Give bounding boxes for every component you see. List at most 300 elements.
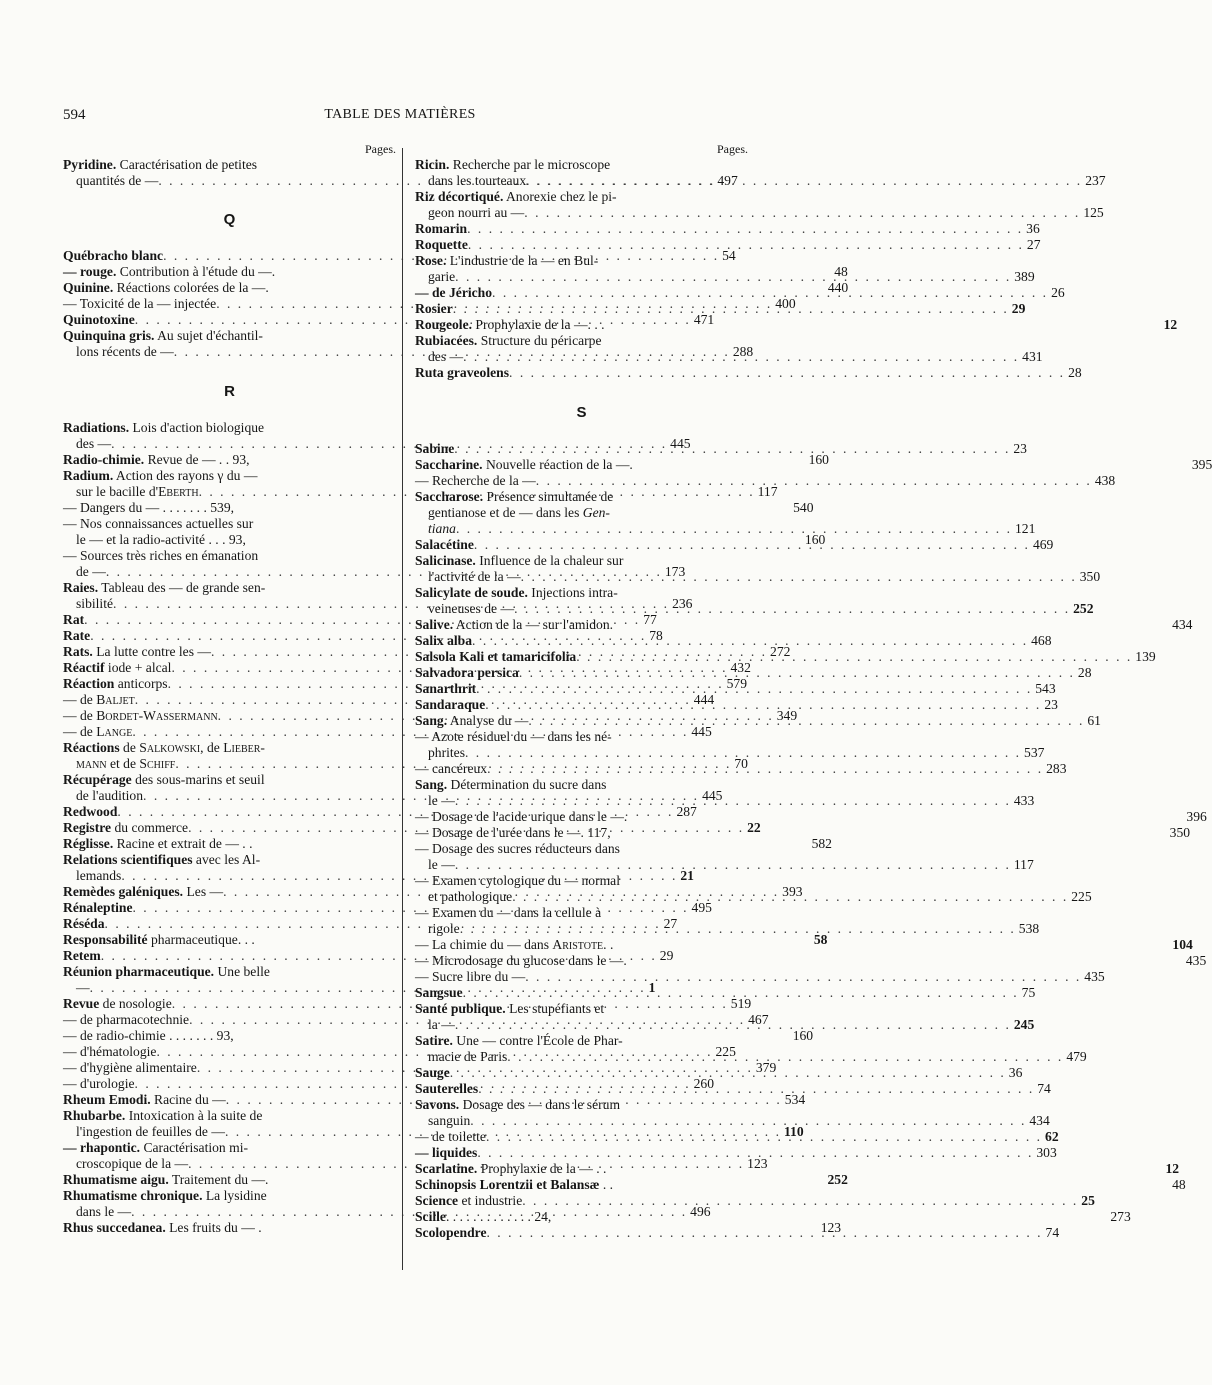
entry-heading: Salicylate de soude. [415,585,528,600]
page-reference: 117 [757,484,778,499]
entry-line [63,1108,396,1124]
entry-text [428,269,455,285]
entry-line [415,633,1052,649]
entry-text [428,173,526,189]
page-reference: 538 [1018,921,1040,936]
page-reference: 393 [782,884,803,899]
entry-fragment: — Examen du — dans la cellule à [415,905,602,920]
entry-text [63,548,258,564]
entry-line [415,681,1056,697]
page-reference: 121 [1015,521,1036,536]
page-reference: 438 [1094,473,1116,488]
entry-text [63,1012,189,1028]
entry-fragment: rigole [428,921,460,936]
entry-fragment: Revue de — . . 93, [144,452,250,467]
entry-text [63,500,234,516]
page-reference: 62 [1045,1129,1059,1144]
entry-text [63,884,223,900]
entry-heading: Rose. [415,253,447,268]
entry-fragment: — de [63,692,97,707]
entry-heading: Rate [63,628,91,643]
entry-text [415,1161,606,1177]
entry-fragment: l'ingestion de feuilles de — [76,1124,225,1139]
entry-line [415,441,1027,457]
entry-text [76,788,143,804]
entry-text [415,1225,487,1241]
entry-fragment: dans les tourteaux [428,173,527,188]
entry-text [415,841,620,857]
pages-column-label: Pages. [717,142,748,156]
entry-text [415,1177,613,1193]
entry-fragment: phrites [428,745,465,760]
entry-line [415,873,748,889]
entry-text [415,809,627,825]
entry-heading: Rat [63,612,85,627]
entry-line [415,665,1092,681]
page-reference: 27 [663,916,678,931]
page-reference: 379 [755,1060,777,1075]
entry-text [76,596,113,612]
page-reference: 225 [1071,889,1092,904]
page-reference: 48 [1172,1177,1186,1192]
page-reference: 537 [1024,745,1045,760]
entry-fragment: . . . . . . . . . . . . . 24, [445,1209,552,1224]
entry-heading: Quinotoxine [63,312,135,327]
entry-fragment: . . [603,937,614,952]
entry-text [415,665,519,681]
entry-heading: Réactions [63,740,120,755]
page-reference: 303 [1036,1145,1057,1160]
entry-text [76,436,111,452]
index-entry [415,697,1058,713]
page-reference: 117 [1013,857,1034,872]
page-header [0,107,800,131]
entry-line [415,1113,1050,1129]
page-reference: 78 [649,628,663,643]
entry-fragment: — Toxicité de la — injectée [63,296,217,311]
entry-fragment: — de radio-chimie . . . . . . . 93, [63,1028,234,1043]
entry-line [415,569,1101,585]
entry-text [63,580,265,596]
entry-heading: Salvadora persica [415,665,519,680]
page-reference: 27 [1026,237,1041,252]
entry-fragment: sanguin [428,1113,471,1128]
page-reference: 540 [793,500,814,515]
entry-fragment: Une — contre l'École de Phar- [452,1033,623,1048]
page-reference: 123 [820,1220,842,1235]
page-reference: 471 [693,312,715,327]
entry-text [63,628,90,644]
page-reference: 110 [783,1124,804,1139]
dot-leader [463,349,1019,365]
entry-text [415,633,472,649]
entry-text [63,1108,262,1124]
entry-fragment: dans le — [76,1204,132,1219]
page-reference: 579 [726,676,748,691]
entry-heading: — rhapontic. [63,1140,141,1155]
entry-line [415,1081,1051,1097]
page-reference: 75 [1021,985,1036,1000]
page-reference: 21 [680,868,694,883]
entry-fragment: quantités de — [76,173,159,188]
entry-fragment: — Sources très riches en émanation [63,548,259,563]
dot-leader [474,537,1030,553]
entry-heading: Pyridine. [63,157,117,172]
entry-heading: Science [415,1193,459,1208]
dot-leader [485,697,1041,713]
entry-heading: Sang. [415,713,448,728]
entry-fragment: — de toilette [415,1129,486,1144]
dot-leader [477,1145,1033,1161]
entry-text [63,932,255,948]
dot-leader [525,969,1081,985]
entry-fragment: Caractérisation mi- [140,1140,249,1155]
entry-line [63,772,396,788]
entry-text [415,1097,620,1113]
entry-heading: Rats. [63,644,93,659]
page-reference: 48 [834,264,848,279]
entry-text [63,248,163,264]
entry-fragment: le — et la radio-activité . . . 93, [76,532,246,547]
entry-text [76,756,175,772]
entry-fragment: l'activité de la — [428,569,521,584]
page-reference: 26 [1051,285,1065,300]
entry-text [415,873,620,889]
entry-text [415,1033,623,1049]
entry-heading: Sabine [415,441,455,456]
entry-heading: Romarin [415,221,468,236]
entry-fragment: Lois d'action biologique [129,420,265,435]
entry-text [415,1065,450,1081]
dot-leader [453,301,1009,317]
entry-text [428,205,524,221]
entry-fragment: lemands [76,868,122,883]
page-reference: 70 [734,756,748,771]
dot-leader [487,761,1043,777]
index-entry [415,473,1116,489]
entry-line [63,548,396,564]
entry-line [415,1049,1087,1065]
entry-fragment: — Dosage des sucres réducteurs dans [415,841,620,856]
entry-text [428,349,463,365]
index-entry [415,777,1035,809]
entry-heading: Salix alba [415,633,473,648]
entry-heading: Rhubarbe. [63,1108,126,1123]
page-reference: 496 [690,1204,711,1219]
page-reference: 12 [1165,1161,1180,1176]
entry-heading: Redwood [63,804,118,819]
entry-fragment: Gen- [582,505,610,520]
entry-text [63,820,188,836]
index-entry [415,441,1027,457]
dot-leader [536,473,1092,489]
entry-text [63,1220,262,1236]
entry-text [428,921,460,937]
page-reference: 1 [648,980,656,995]
entry-fragment: Salkowski [139,740,201,755]
entry-text [63,1060,197,1076]
entry-fragment: — Dosage de l'urée dans le —. 117, [415,825,611,840]
entry-line [415,585,748,601]
entry-line [415,745,1045,761]
dot-leader [476,681,1032,697]
entry-heading: Scarlatine. [415,1161,478,1176]
entry-text [76,1124,225,1140]
entry-line [63,468,396,484]
index-entry [415,665,1092,681]
entry-text [76,1156,188,1172]
entry-fragment: Lieber- [223,740,265,755]
page-reference: 445 [702,788,723,803]
index-entry [415,221,1040,237]
entry-text [415,1209,551,1225]
entry-text [63,1092,226,1108]
entry-heading: Scille [415,1209,446,1224]
page-reference: 236 [672,596,693,611]
entry-heading: Revue [63,996,100,1011]
entry-text [415,473,536,489]
page-reference: 283 [1046,761,1067,776]
page-reference: 389 [1014,269,1035,284]
entry-line [415,1001,748,1017]
entry-heading: Sauge [415,1065,450,1080]
page-reference: 58 [813,932,828,947]
page-reference: 582 [811,836,832,851]
index-entry [415,237,1041,253]
entry-heading: — rouge. [63,264,117,279]
entry-text [63,708,218,724]
index-entry [415,157,1106,189]
entry-fragment: Les fruits du — . [165,1220,262,1235]
entry-fragment: , de [200,740,224,755]
page-reference: 445 [691,724,712,739]
page-reference: 467 [748,1012,769,1027]
entry-text [415,969,525,985]
entry-heading: Radiations. [63,420,130,435]
entry-heading: Salicinase. [415,553,476,568]
dot-leader [528,713,1084,729]
entry-line [415,473,1116,489]
page-reference: 104 [1172,937,1193,952]
entry-line [415,841,748,857]
entry-heading: Scolopendre [415,1225,487,1240]
entry-fragment: des sous-marins et seuil [131,772,265,787]
entry-heading: Sandaraque [415,697,486,712]
entry-text [428,1049,507,1065]
entry-heading: Réactif [63,660,105,675]
entry-text [428,889,512,905]
entry-fragment: Action de la — sur l'amidon. [453,617,614,632]
dot-leader [486,1129,1042,1145]
entry-text [63,280,269,296]
entry-fragment: Schiff [139,756,176,771]
entry-fragment: tiana [428,521,456,536]
page-reference: 125 [1083,205,1104,220]
entry-fragment: Intoxication à la suite de [125,1108,263,1123]
index-entry [415,365,1082,381]
dot-leader [468,237,1024,253]
entry-line [415,521,1036,537]
entry-fragment: Une belle [214,964,270,979]
entry-heading: Responsabilité [63,932,148,947]
entry-line [415,253,748,269]
entry-line [415,905,748,921]
entry-text [63,644,211,660]
entry-text [428,745,465,761]
entry-text [428,857,455,873]
page-reference: 36 [1008,1065,1023,1080]
entry-heading: — de Jéricho [415,285,493,300]
page-reference: 350 [1169,825,1191,840]
index-entry [415,1081,1051,1097]
entry-fragment: lons récents de — [76,344,174,359]
section-letter-r: R [224,383,235,400]
page-reference: 497 [717,173,738,188]
entry-heading: Santé publique. [415,1001,506,1016]
entry-text [415,697,485,713]
dot-leader [526,173,1082,189]
page-reference: 350 [1079,569,1101,584]
entry-fragment: — La chimie du — dans [415,937,553,952]
entry-heading: Réaction [63,676,115,691]
entry-fragment: Analyse du — [447,713,529,728]
entry-heading: Saccharose. [415,489,484,504]
entry-text [63,852,260,868]
entry-text [415,649,576,665]
entry-heading: Radium. [63,468,114,483]
dot-leader [487,1225,1043,1241]
page-reference: 440 [827,280,849,295]
entry-text [63,516,253,532]
entry-heading: Récupérage [63,772,132,787]
entry-fragment: Influence de la chaleur sur [475,553,624,568]
index-entry [415,1193,1095,1209]
entry-fragment: Baljet [96,692,135,707]
entry-text [63,724,132,740]
entry-fragment: — [76,980,90,995]
entry-text [63,660,171,676]
entry-text [63,264,275,280]
page-reference: 434 [1172,617,1193,632]
entry-heading: Savons. [415,1097,460,1112]
entry-line [63,852,396,868]
entry-text [63,916,105,932]
entry-line [63,1188,396,1204]
entry-fragment: et de [106,756,140,771]
entry-fragment: — d'urologie [63,1076,135,1091]
entry-heading: Sang. [415,777,448,792]
entry-line [415,953,1207,969]
page-reference: 349 [776,708,798,723]
page-number: 594 [63,107,86,123]
entry-line [415,601,1094,617]
entry-heading: Radio-chimie. [63,452,145,467]
entry-line [415,729,748,745]
entry-line [415,553,748,569]
entry-fragment: — Azote résiduel du — dans les né- [415,729,612,744]
entry-fragment: croscopique de la — [76,1156,189,1171]
page-reference: 260 [693,1076,714,1091]
entry-text [76,980,90,996]
entry-heading: Salive. [415,617,454,632]
entry-text [415,221,467,237]
section-letter-s: S [576,404,587,421]
entry-line [415,1033,748,1049]
page-reference: 543 [1035,681,1056,696]
index-entry [415,809,1207,825]
entry-fragment: Les stupéfiants et [505,1001,605,1016]
entry-fragment: Aristote [552,937,604,952]
running-title: TABLE DES MATIÈRES [324,107,476,122]
entry-heading: Ruta graveolens [415,365,510,380]
dot-leader [507,1049,1063,1065]
page-reference: 445 [670,436,691,451]
page-reference: 23 [1044,697,1058,712]
entry-fragment: . . [599,1177,614,1192]
entry-fragment: Structure du péricarpe [477,333,602,348]
entry-fragment: le — [428,857,455,872]
page-reference: 225 [715,1044,736,1059]
entry-text [63,420,264,436]
entry-heading: Rhumatisme aigu. [63,1172,169,1187]
entry-fragment: de l'audition [76,788,144,803]
entry-text [428,505,610,521]
entry-text [415,553,623,569]
entry-fragment: — de [63,724,97,739]
entry-heading: Sauterelles [415,1081,479,1096]
entry-text [428,793,455,809]
entry-fragment: — d'hématologie [63,1044,157,1059]
entry-text [415,457,633,473]
entry-heading: Remèdes galéniques. [63,884,184,899]
entry-fragment: anticorps [114,676,168,691]
entry-fragment: La lysidine [202,1188,267,1203]
entry-line [415,697,1058,713]
entry-heading: Sanarthrit [415,681,477,696]
entry-text [63,1140,248,1156]
entry-text [415,489,613,505]
entry-text [63,1028,234,1044]
dot-leader [463,985,1019,1001]
page-reference: 434 [1029,1113,1050,1128]
entry-line [415,1193,1095,1209]
entry-fragment: — Sucre libre du — [415,969,526,984]
page-reference: 433 [1013,793,1035,808]
entry-heading: Retem [63,948,101,963]
page-reference: 287 [676,804,697,819]
entry-heading: Rubiacées. [415,333,478,348]
entry-fragment: du commerce [111,820,189,835]
entry-text [76,564,106,580]
entry-line [63,580,396,596]
entry-line [415,221,1040,237]
entry-heading: Quinine. [63,280,114,295]
dot-leader [576,649,1132,665]
index-entry [415,953,1207,969]
entry-fragment: des — [76,436,112,451]
page-reference: 29 [659,948,674,963]
entry-fragment: Traitement du —. [168,1172,269,1187]
entry-text [415,365,509,381]
entry-fragment: — Nos connaissances actuelles sur [63,516,254,531]
entry-line [63,740,396,756]
page-reference: 435 [1185,953,1207,968]
page-reference: 23 [1013,441,1027,456]
entry-text [63,1188,267,1204]
entry-fragment: Contribution à l'étude du —. [116,264,276,279]
page-reference: 272 [770,644,791,659]
page-reference: 273 [1110,1209,1131,1224]
